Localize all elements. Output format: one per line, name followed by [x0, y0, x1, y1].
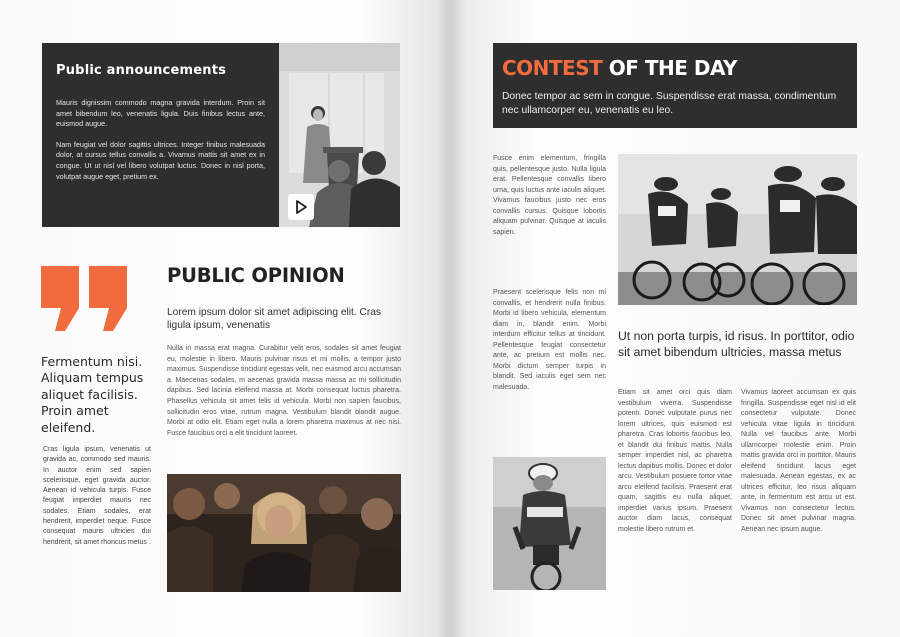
contest-title-highlight: CONTEST	[502, 56, 603, 80]
contest-title-rest: OF THE DAY	[608, 56, 738, 80]
announcements-paragraph-1: Mauris dignissim commodo magna gravida interdum. Proin sit amet bibendum leo, venenatis ligula. Duis finibus lectus ante, euismod augue.	[56, 98, 265, 129]
contest-subtitle: Donec tempor ac sem in congue. Suspendisse erat massa, condimentum nec ullamcorper eu, venenatis eu leo.	[502, 91, 837, 116]
article-heading: Ut non porta turpis, id risus. In porttitor, odio sit amet bibendum ultricies, massa metus	[618, 329, 855, 360]
crowd-photo	[167, 474, 401, 592]
cyclists-photo	[618, 154, 857, 305]
play-video-button[interactable]	[288, 194, 314, 220]
right-column-2: Etiam sit amet orci quis diam vestibulum viverra. Suspendisse potenti. Donec vulputate purus nec lorem ultrices, quis euismod est pharetra. Cras lobortis faucibus leo, et blandit dui finibus mattis. Nulla semper imperdiet nisl, ac pharetra lectus dapibus mollis. Donec et dolor arcu. Vestibulum posuere tortor vitae arcu eleifend facilisis. Praesent erat quam, sagittis eu nulla aliquet, imperdiet varius ipsum. Praesent auctor diam lacus, consequat molestie libero rutrum et.	[618, 389, 733, 533]
announcements-paragraph-2: Nam feugiat vel dolor sagittis ultrices. Integer finibus malesuada dolor, at cursus tellus convallis a. Vivamus mattis sit amet ex in congue. Ut ut nisl vel libero volutpat luctus. Donec in nisl porta, volutpat augue eget, pretium ex.	[56, 139, 265, 181]
opinion-title: PUBLIC OPINION	[167, 264, 345, 287]
right-column-1-bottom: Praesent scelerisque felis non mi convallis, et hendrerit nulla finibus. Morbi id libero vehicula, elementum diam in, blandit enim. Morbi interdum efficitur tellus at tincidunt. Pellentesque feugiat consectetur ante, ac pretium est mollis nec. Morbi dictum semper turpis in blandit. Sed iaculis eget sem nec malesuada.	[493, 289, 606, 391]
announcements-title: Public announcements	[56, 63, 227, 78]
opinion-subtitle: Lorem ipsum dolor sit amet adipiscing elit. Cras ligula ipsum, venenatis	[167, 307, 382, 331]
right-column-1-top: Fusce enim elementum, fringilla quis, pellentesque justo. Nulla ligula erat. Pellentesque convallis libero urna, quis luctus ante iaculis aliquet. Vivamus faucibus justo nec eros convallis cursus. Quisque lobortis aliquam pulvinar. Quisque at iaculis sapien.	[493, 155, 606, 236]
right-column-3: Vivamus laoreet accumsan ex quis fringilla. Suspendisse eget nisl id elit consectetur vulputate. Donec vehicula vitae ligula in tincidunt. Nulla vel faucibus ante. Morbi ullamcorper molestie enim. Proin mattis gravida orci in porttitor. Mauris eleifend tincidunt lacus eget malesuada. Aenean egestas, ex ac ultrices efficitur, leo risus aliquam ante, in fermentum est arcu ut est. Vivamus non consectetur lectus. Donec sit amet pulvinar magna. Aenean nec ipsum augue.	[741, 389, 856, 533]
quote-mark-icon	[41, 266, 81, 331]
quote-mark-icon	[89, 266, 129, 331]
side-text: Cras ligula ipsum, venenatis ut gravida ac, commodo sed mauris. In auctor enim sed sapien scelerisque, eget gravida auctor. Aenean id vehicula turpis. Fusce feugiat imperdiet mauris nec sodales. Etiam sodales, erat hendrerit, imperdiet neque. Fusce consequat mauris ultricies dui hendrerit, sit amet rhoncus metus .	[43, 446, 151, 546]
pull-quote: Fermentum nisi. Aliquam tempus aliquet facilisis. Proin amet eleifend.	[41, 354, 144, 435]
opinion-body: Nulla in massa erat magna. Curabitur velit eros, sodales sit amet feugiat eu, molestie in libero. Mauris pulvinar risus et mi mollis, a tempor justo maximus. Suspendisse tincidunt egestas velit, nec euismod arcu accumsan a. Maecenas sodales, m aecenas gravida massa massa ac mi sollicitudin dapibus. Sed lacinia eleifend massa at. Morbi consequat luctus pharetra. Phasellus vehicula sit amet felis id vehicula. Morbi non sapien faucibus, sollicitudin eros vitae, rutrum magna. Vestibulum blandit blandit augue. Morbi at odio elit. Etiam eget nulla a lorem pharetra maximus at nec nisi. Fusce faucibus orci a elit tincidunt laoreet.	[167, 345, 401, 437]
play-icon	[295, 200, 307, 214]
announcements-panel	[42, 43, 279, 227]
contest-title	[502, 55, 847, 81]
contest-panel	[493, 43, 857, 128]
rider-photo	[493, 457, 606, 590]
